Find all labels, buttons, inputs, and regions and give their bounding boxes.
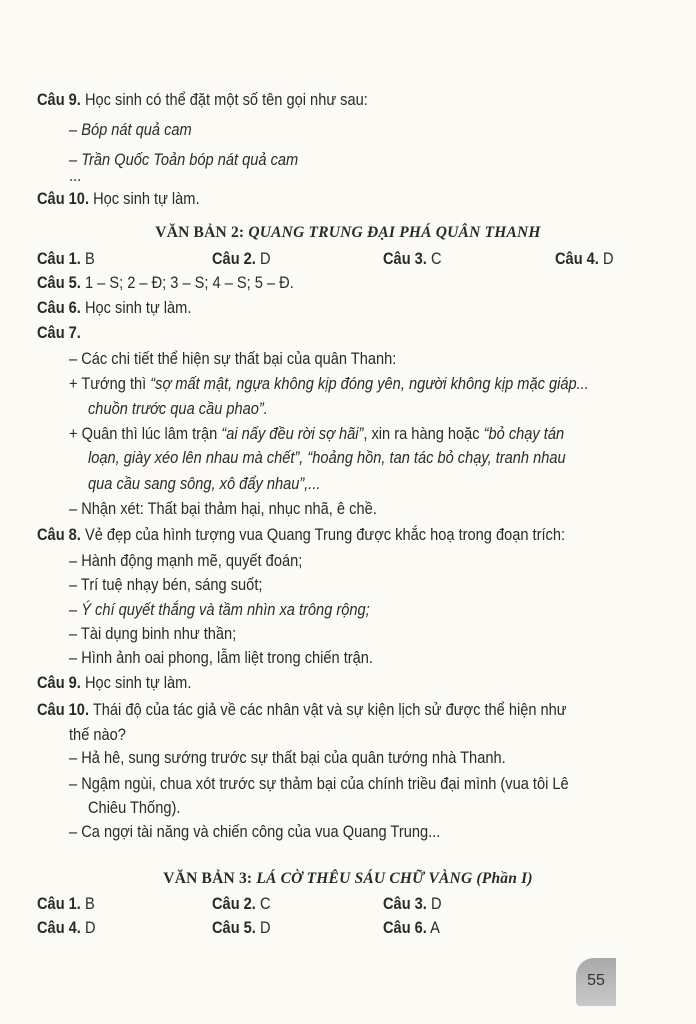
text: 1 – S; 2 – Đ; 3 – S; 4 – S; 5 – Đ.: [80, 273, 294, 292]
list-item: – Ca ngợi tài năng và chiến công của vua Quang Trung...: [69, 822, 441, 841]
heading-title: LÁ CỜ THÊU SÁU CHỮ VÀNG (Phần I): [256, 870, 533, 887]
list-item: – Hình ảnh oai phong, lẫm liệt trong chiến trận.: [69, 648, 373, 667]
text: Thái độ của tác giả về các nhân vật và sự kiện lịch sử được thể hiện như: [89, 700, 567, 719]
heading-prefix: VĂN BẢN 2:: [155, 224, 249, 241]
value: D: [255, 918, 271, 937]
text: Học sinh tự làm.: [80, 673, 192, 692]
list-item: [69, 374, 589, 394]
label: Câu 9.: [37, 90, 81, 109]
label: Câu 2.: [212, 894, 256, 913]
text: Vẻ đẹp của hình tượng vua Quang Trung được khắc hoạ trong đoạn trích:: [80, 525, 566, 544]
label: Câu 10.: [37, 189, 90, 208]
value: D: [598, 249, 614, 268]
quote: loạn, giày xéo lên nhau mà chết”, “hoảng hồn, tan tác bỏ chạy, tranh nhau: [88, 448, 566, 467]
quote: “bỏ chạy tán: [483, 424, 565, 443]
label: Câu 9.: [37, 673, 81, 692]
label: Câu 3.: [383, 249, 427, 268]
list-item: – Nhận xét: Thất bại thảm hại, nhục nhã, ê chề.: [69, 499, 377, 518]
text: , xin ra hàng hoặc: [363, 424, 484, 443]
list-item: [69, 150, 298, 170]
list-item: – Ngậm ngùi, chua xót trước sự thảm bại của chính triều đại mình (vua tôi Lê: [69, 774, 569, 793]
text: Học sinh có thể đặt một số tên gọi như sau:: [80, 90, 368, 109]
text: Học sinh tự làm.: [80, 298, 192, 317]
list-item-continuation: [88, 448, 566, 468]
label: Câu 3.: [383, 894, 427, 913]
answer: [212, 918, 271, 938]
list-item-continuation: [88, 399, 268, 419]
heading-prefix: VĂN BẢN 3:: [163, 870, 257, 887]
answer: [383, 894, 442, 914]
value: A: [426, 918, 440, 937]
quote: qua cầu sang sông, xô đẩy nhau”,...: [88, 474, 321, 493]
label: Câu 6.: [383, 918, 427, 937]
quote: “ai nấy đều rời sợ hãi”: [221, 424, 364, 443]
answer: [555, 249, 614, 269]
section-heading: [0, 224, 696, 242]
text: + Tướng thì: [69, 374, 151, 393]
list-item: [69, 424, 564, 444]
label: Câu 8.: [37, 525, 81, 544]
question-continuation: thế nào?: [69, 725, 126, 744]
text: + Quân thì lúc lâm trận: [69, 424, 222, 443]
answer: [37, 894, 95, 914]
value: D: [80, 918, 96, 937]
label: Câu 5.: [37, 273, 81, 292]
section-heading: [0, 870, 696, 888]
question-10: [37, 700, 567, 720]
label: Câu 7.: [37, 323, 81, 342]
quote: chuồn trước qua cầu phao”.: [88, 399, 268, 418]
answer: [37, 249, 95, 269]
value: D: [255, 249, 271, 268]
label: Câu 4.: [37, 918, 81, 937]
answer: [383, 918, 440, 938]
label: Câu 1.: [37, 249, 81, 268]
ellipsis: ...: [69, 166, 82, 185]
list-item: [69, 120, 192, 140]
question-7: [37, 323, 81, 343]
question-5: [37, 273, 294, 293]
label: Câu 1.: [37, 894, 81, 913]
value: B: [80, 894, 95, 913]
list-item: – Hả hê, sung sướng trước sự thất bại của quân tướng nhà Thanh.: [69, 748, 506, 767]
page-number: 55: [587, 972, 605, 989]
list-item: – Trí tuệ nhạy bén, sáng suốt;: [69, 575, 263, 594]
list-item: – Các chi tiết thể hiện sự thất bại của quân Thanh:: [69, 349, 397, 368]
text: – Trần Quốc Toản bóp nát quả cam: [69, 150, 299, 169]
list-item: [69, 600, 370, 620]
text: – Bóp nát quả cam: [69, 120, 192, 139]
list-item-continuation: [88, 474, 320, 494]
question-8: [37, 525, 565, 545]
value: C: [255, 894, 271, 913]
question-9: [37, 90, 368, 110]
list-item: – Tài dụng binh như thần;: [69, 624, 237, 643]
quote: “sợ mất mật, ngựa không kịp đóng yên, người không kịp mặc giáp...: [150, 374, 589, 393]
label: Câu 6.: [37, 298, 81, 317]
label: Câu 4.: [555, 249, 599, 268]
label: Câu 5.: [212, 918, 256, 937]
question-6: [37, 298, 191, 318]
question-9: [37, 673, 191, 693]
answer: [212, 249, 271, 269]
text: Học sinh tự làm.: [89, 189, 200, 208]
page-number-tab: [576, 958, 616, 1006]
list-item: – Hành động mạnh mẽ, quyết đoán;: [69, 551, 303, 570]
label: Câu 2.: [212, 249, 256, 268]
value: B: [80, 249, 95, 268]
question-10: [37, 189, 200, 209]
answer: [383, 249, 442, 269]
value: C: [426, 249, 442, 268]
answer: [37, 918, 96, 938]
answer: [212, 894, 271, 914]
label: Câu 10.: [37, 700, 90, 719]
value: D: [426, 894, 442, 913]
text: – Ý chí quyết thắng và tầm nhìn xa trông rộng;: [69, 600, 370, 619]
list-item-continuation: Chiêu Thống).: [88, 798, 181, 817]
heading-title: QUANG TRUNG ĐẠI PHÁ QUÂN THANH: [248, 224, 541, 241]
